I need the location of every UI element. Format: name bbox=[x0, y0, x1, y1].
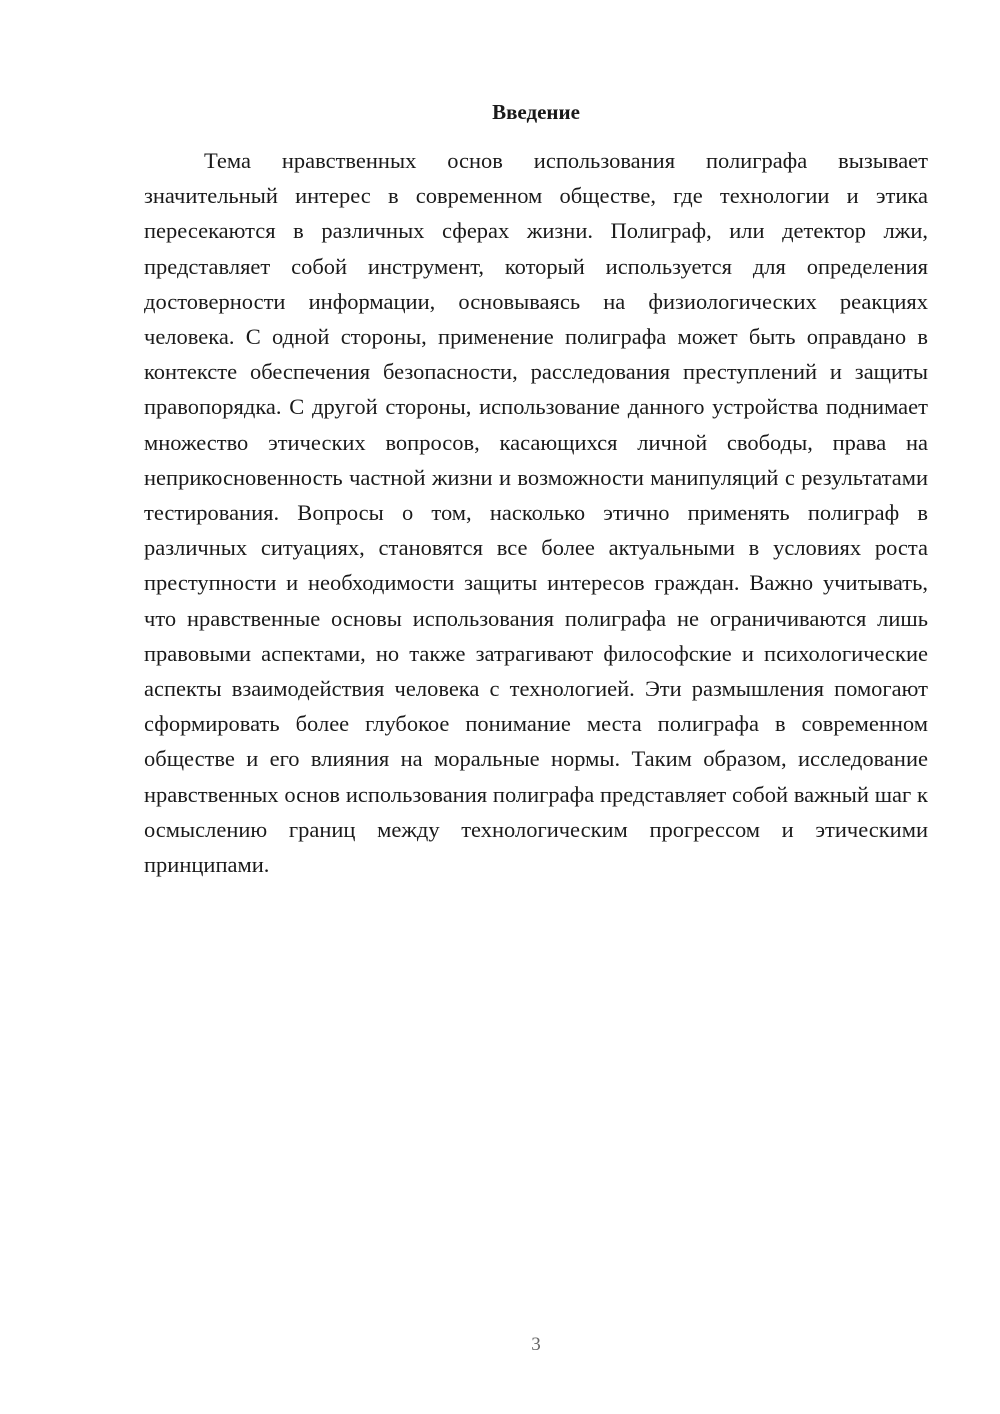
section-heading: Введение bbox=[492, 100, 580, 124]
body-paragraph: Тема нравственных основ использования полиграфа вызывает значительный интерес в современном обществе, где технологии и этика пересекаются в различных сферах жизни. Полиграф, или детектор лжи, представляет собой инструмент, который используется для определения достоверности информации, основываясь на физиологических реакциях человека. С одной стороны, применение полиграфа может быть оправдано в контексте обеспечения безопасности, расследования преступлений и защиты правопорядка. С другой стороны, использование данного устройства поднимает множество этических вопросов, касающихся личной свободы, права на неприкосновенность частной жизни и возможности манипуляций с результатами тестирования. Вопросы о том, насколько этично применять полиграф в различных ситуациях, становятся все более актуальными в условиях роста преступности и необходимости защиты интересов граждан. Важно учитывать, что нравственные основы использования полиграфа не ограничиваются лишь правовыми аспектами, но также затрагивают философские и психологические аспекты взаимодействия человека с технологией. Эти размышления помогают сформировать более глубокое понимание места полиграфа в современном обществе и его влияния на моральные нормы. Таким образом, исследование нравственных основ использования полиграфа представляет собой важный шаг к осмыслению границ между технологическим прогрессом и этическими принципами. bbox=[144, 148, 928, 878]
page-number: 3 bbox=[531, 1334, 541, 1355]
